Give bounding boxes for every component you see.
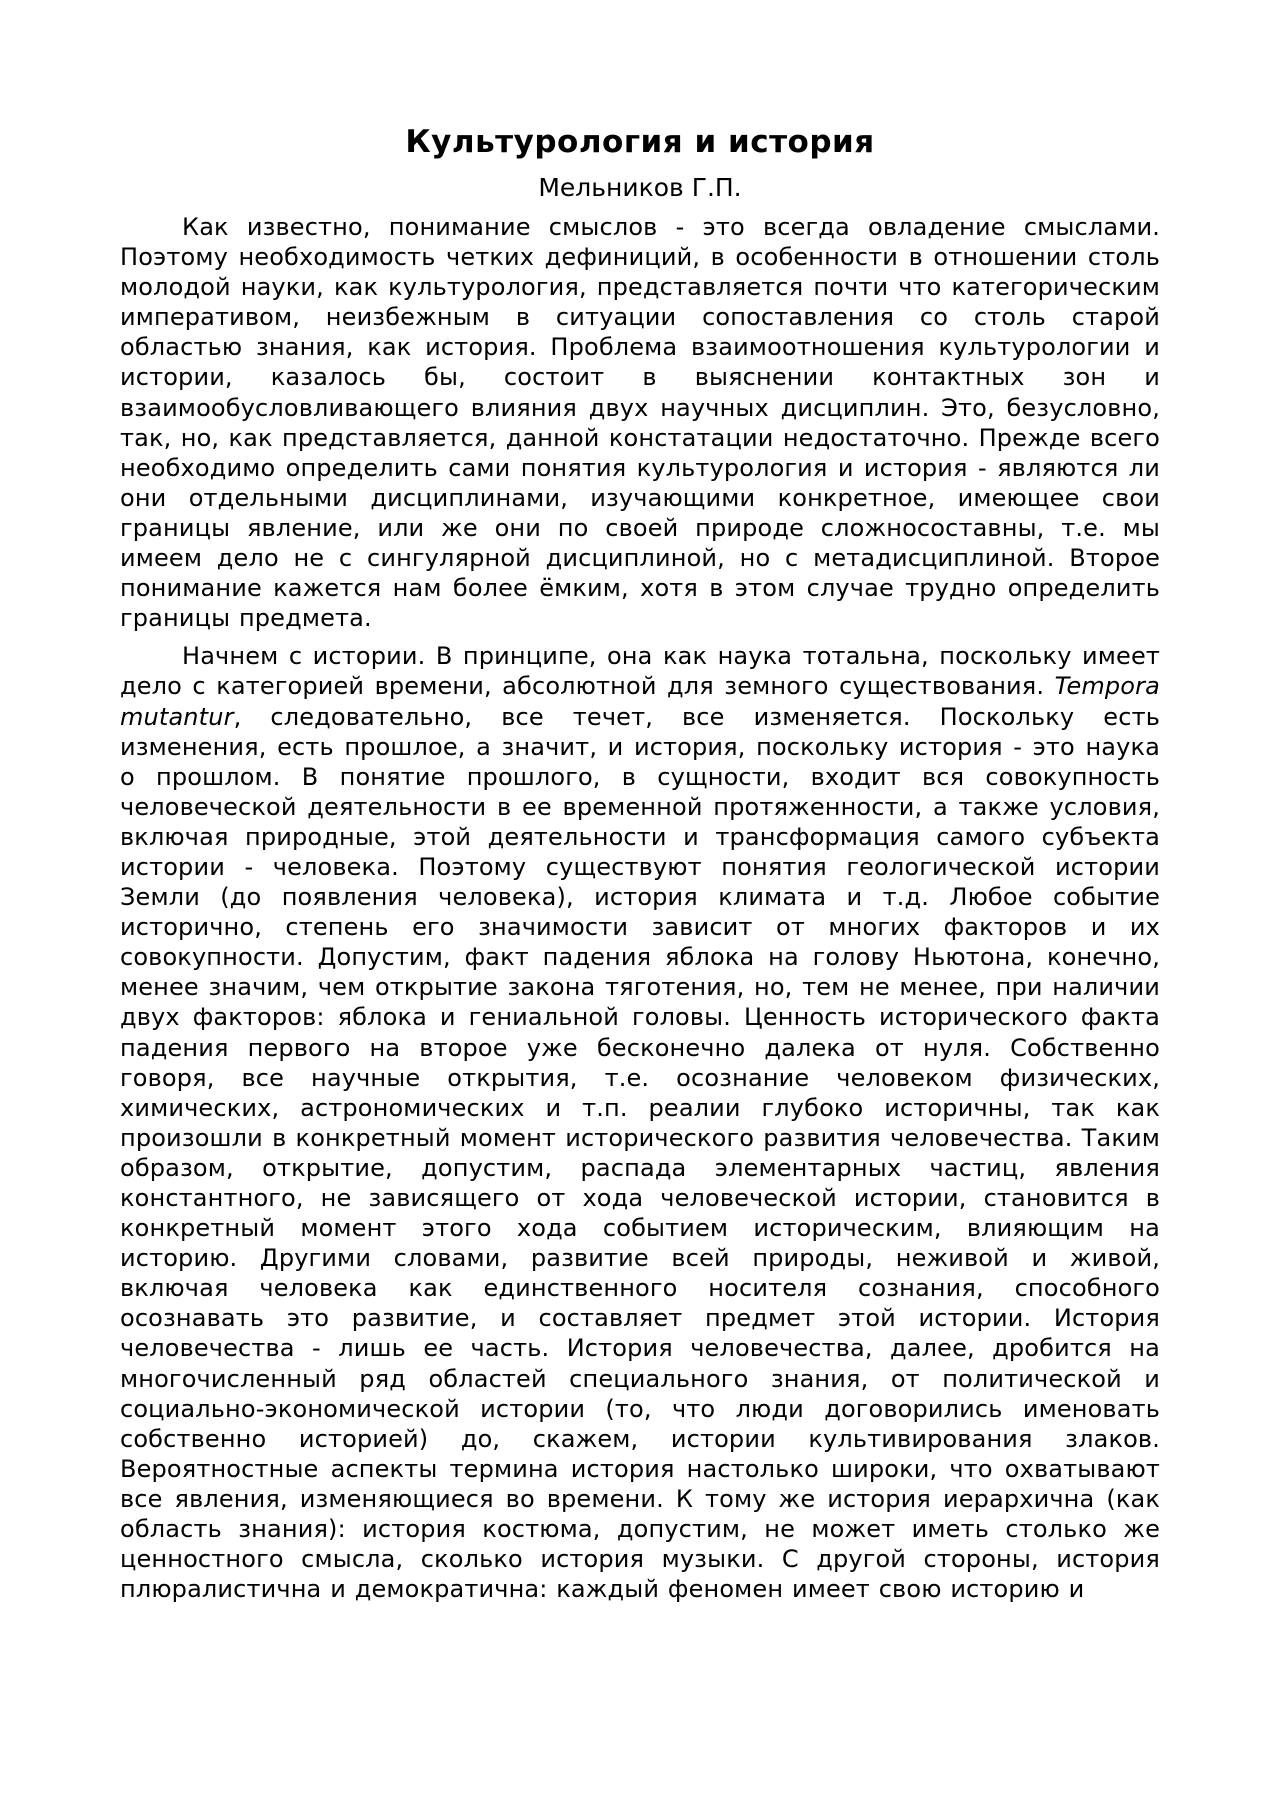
paragraph-2-text-start: Начнем с истории. В принципе, она как наука тотальна, поскольку имеет дело с категорией времени, абсолютной для земного существования.	[120, 642, 1160, 701]
document-page	[120, 118, 1160, 1604]
document-author: Мельников Г.П.	[538, 173, 742, 202]
paragraph-2-text-end: , следовательно, все течет, все изменяется. Поскольку есть изменения, есть прошлое, а значит, и история, поскольку история - это наука о прошлом. В понятие прошлого, в сущности, входит вся совокупность человеческой деятельности в ее временной протяженности, а также условия, включая природные, этой деятельности и трансформация самого субъекта истории - человека. Поэтому существуют понятия геологической истории Земли (до появления человека), история климата и т.д. Любое событие исторично, степень его значимости зависит от многих факторов и их совокупности. Допустим, факт падения яблока на голову Ньютона, конечно, менее значим, чем открытие закона тяготения, но, тем не менее, при наличии двух факторов: яблока и гениальной головы. Ценность исторического факта падения первого на второе уже бесконечно далека от нуля. Собственно говоря, все научные открытия, т.е. осознание человеком физических, химических, астрономических и т.п. реалии глубоко историчны, так как произошли в конкретный момент исторического развития человечества. Таким образом, открытие, допустим, распада элементарных частиц, явления константного, не зависящего от хода человеческой истории, становится в конкретный момент этого хода событием историческим, влияющим на историю. Другими словами, развитие всей природы, неживой и живой, включая человека как единственного носителя сознания, способного осознавать это развитие, и составляет предмет этой истории. История человечества - лишь ее часть. История человечества, далее, дробится на многочисленный ряд областей специального знания, от политической и социально-экономической истории (то, что люди договорились именовать собственно историей) до, скажем, истории культивирования злаков. Вероятностные аспекты термина история настолько широки, что охватывают все явления, изменяющиеся во времени. К тому же история иерархична (как область знания): история костюма, допустим, не может иметь столько же ценностного смысла, сколько история музыки. С другой стороны, история плюралистична и демократична: каждый феномен имеет свою историю и	[120, 702, 1160, 1604]
paragraph-1: Как известно, понимание смыслов - это всегда овладение смыслами. Поэтому необходимость четких дефиниций, в особенности в отношении столь молодой науки, как культурология, представляется почти что категорическим императивом, неизбежным в ситуации сопоставления со столь старой областью знания, как история. Проблема взаимоотношения культурологии и истории, казалось бы, состоит в выяснении контактных зон и взаимообусловливающего влияния двух научных дисциплин. Это, безусловно, так, но, как представляется, данной констатации недостаточно. Прежде всего необходимо определить сами понятия культурология и история - являются ли они отдельными дисциплинами, изучающими конкретное, имеющее свои границы явление, или же они по своей природе сложносоставны, т.е. мы имеем дело не с сингулярной дисциплиной, но с метадисциплиной. Второе понимание кажется нам более ёмким, хотя в этом случае трудно определить границы предмета.	[120, 213, 1160, 633]
latin-phrase: Tempora mutantur	[120, 672, 1160, 731]
document-title: Культурология и история	[405, 124, 875, 160]
paragraph-2	[120, 641, 1160, 1604]
